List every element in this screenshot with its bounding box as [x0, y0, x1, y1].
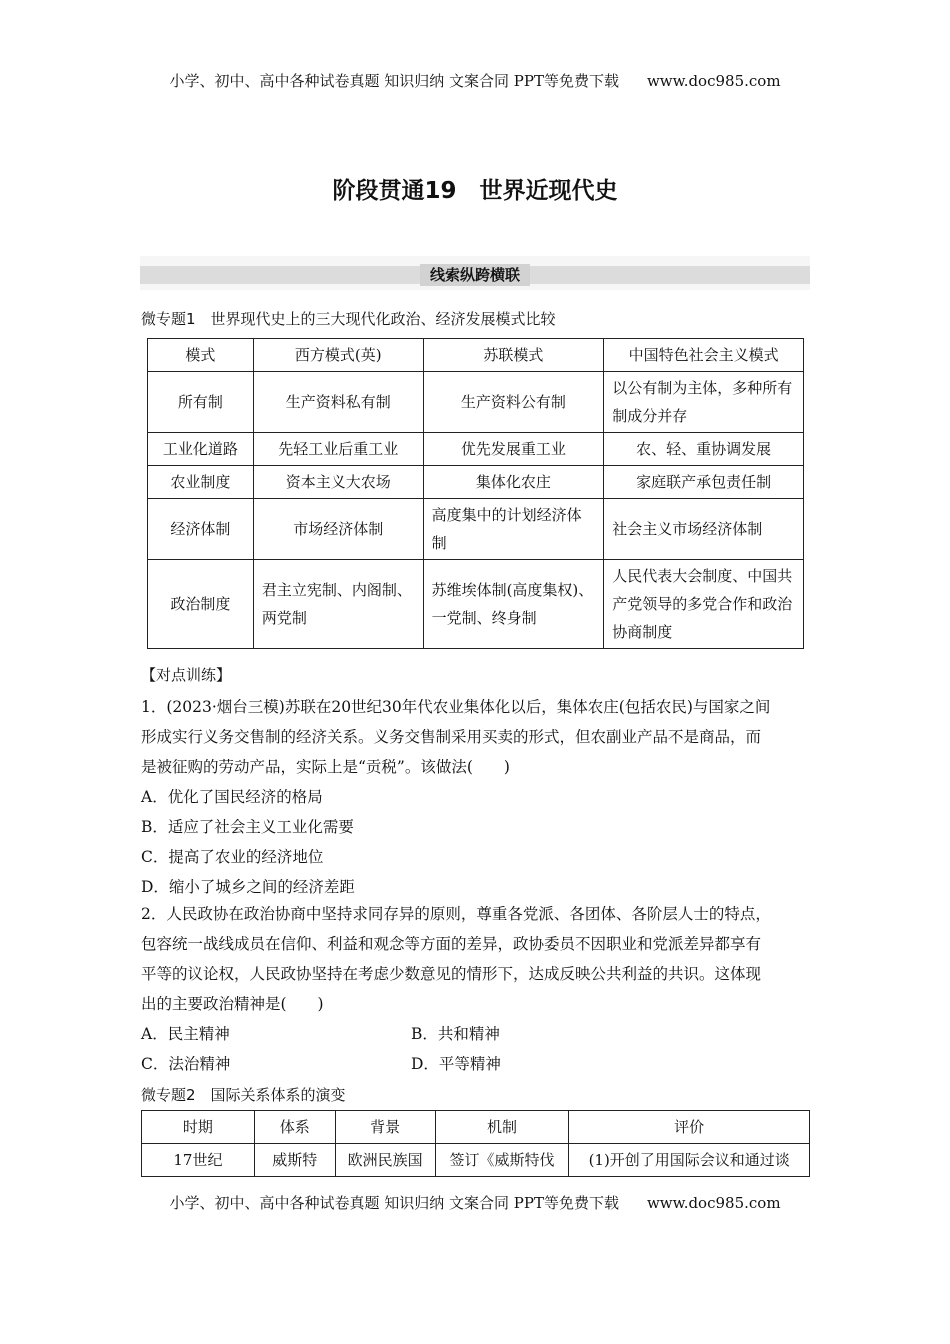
section-band-label: 线索纵跨横联 — [420, 264, 530, 286]
international-relations-table — [141, 1110, 810, 1177]
table-cell: 市场经济体制 — [253, 499, 423, 560]
question-stem-line: 出的主要政治精神是( ) — [141, 995, 324, 1013]
question-stem-line: 2．人民政协在政治协商中坚持求同存异的原则，尊重各党派、各团体、各阶层人士的特点， — [141, 905, 771, 923]
table-cell: 政治制度 — [148, 560, 254, 649]
answer-option-C[interactable]: C．法治精神 — [141, 1055, 231, 1073]
table-header-row — [148, 339, 804, 372]
table-cell: 集体化农庄 — [423, 466, 604, 499]
question-stem-line: 平等的议论权，人民政协坚持在考虑少数意见的情形下，达成反映公共利益的共识。这体现 — [141, 965, 762, 983]
column-header: 中国特色社会主义模式 — [604, 339, 804, 372]
column-header: 背景 — [335, 1111, 435, 1144]
column-header: 模式 — [148, 339, 254, 372]
table-cell: 17世纪 — [142, 1144, 255, 1177]
table-row — [148, 372, 804, 433]
table-row — [148, 433, 804, 466]
table-row — [148, 499, 804, 560]
question-stem-line: 1．(2023·烟台三模)苏联在20世纪30年代农业集体化以后，集体农庄(包括农民)与国家之间 — [141, 698, 771, 716]
table-cell: 资本主义大农场 — [253, 466, 423, 499]
table-cell: 工业化道路 — [148, 433, 254, 466]
table-cell: 先轻工业后重工业 — [253, 433, 423, 466]
table-header-row — [142, 1111, 810, 1144]
table-cell: 高度集中的计划经济体制 — [423, 499, 604, 560]
table-cell: 签订《威斯特伐 — [435, 1144, 569, 1177]
table-cell: 经济体制 — [148, 499, 254, 560]
header-url[interactable]: www.doc985.com — [646, 72, 781, 90]
practice-label: 【对点训练】 — [141, 666, 232, 684]
answer-option-A[interactable]: A．优化了国民经济的格局 — [141, 788, 323, 806]
table-cell: 生产资料私有制 — [253, 372, 423, 433]
header-text: 小学、初中、高中各种试卷真题 知识归纳 文案合同 PPT等免费下载 — [169, 72, 619, 90]
answer-option-B[interactable]: B．共和精神 — [411, 1025, 500, 1043]
table-cell: 农业制度 — [148, 466, 254, 499]
table-row — [142, 1144, 810, 1177]
question-stem-line: 是被征购的劳动产品，实际上是“贡税”。该做法( ) — [141, 758, 510, 776]
table-cell: 威斯特 — [254, 1144, 335, 1177]
table-cell: 人民代表大会制度、中国共产党领导的多党合作和政治协商制度 — [604, 560, 804, 649]
table-cell: 苏维埃体制(高度集权)、一党制、终身制 — [423, 560, 604, 649]
column-header: 苏联模式 — [423, 339, 604, 372]
footer-url[interactable]: www.doc985.com — [646, 1194, 781, 1212]
topic-2-heading: 微专题2 国际关系体系的演变 — [141, 1086, 346, 1104]
table-row — [148, 466, 804, 499]
table-cell: 所有制 — [148, 372, 254, 433]
topic-1-heading: 微专题1 世界现代史上的三大现代化政治、经济发展模式比较 — [141, 310, 556, 328]
answer-option-A[interactable]: A．民主精神 — [141, 1025, 230, 1043]
table-cell: 优先发展重工业 — [423, 433, 604, 466]
table-cell: 以公有制为主体，多种所有制成分并存 — [604, 372, 804, 433]
answer-option-D[interactable]: D．缩小了城乡之间的经济差距 — [141, 878, 355, 896]
table-cell: 君主立宪制、内阁制、两党制 — [253, 560, 423, 649]
question-stem-line: 形成实行义务交售制的经济关系。义务交售制采用买卖的形式，但农副业产品不是商品，而 — [141, 728, 762, 746]
page-title: 阶段贯通19 世界近现代史 — [332, 178, 618, 204]
column-header: 机制 — [435, 1111, 569, 1144]
table-row — [148, 560, 804, 649]
page-header — [0, 70, 950, 91]
column-header: 时期 — [142, 1111, 255, 1144]
table-cell: 农、轻、重协调发展 — [604, 433, 804, 466]
table-cell: 欧洲民族国 — [335, 1144, 435, 1177]
table-cell: 家庭联产承包责任制 — [604, 466, 804, 499]
question-stem-line: 包容统一战线成员在信仰、利益和观念等方面的差异，政协委员不因职业和党派差异都享有 — [141, 935, 762, 953]
column-header: 评价 — [569, 1111, 810, 1144]
table-cell: 生产资料公有制 — [423, 372, 604, 433]
table-cell: 社会主义市场经济体制 — [604, 499, 804, 560]
comparison-table — [147, 338, 804, 649]
column-header: 体系 — [254, 1111, 335, 1144]
column-header: 西方模式(英) — [253, 339, 423, 372]
answer-option-C[interactable]: C．提高了农业的经济地位 — [141, 848, 324, 866]
page-footer — [0, 1192, 950, 1213]
footer-text: 小学、初中、高中各种试卷真题 知识归纳 文案合同 PPT等免费下载 — [169, 1194, 619, 1212]
section-band — [140, 256, 810, 290]
table-cell: (1)开创了用国际会议和通过谈 — [569, 1144, 810, 1177]
answer-option-D[interactable]: D．平等精神 — [411, 1055, 501, 1073]
answer-option-B[interactable]: B．适应了社会主义工业化需要 — [141, 818, 354, 836]
